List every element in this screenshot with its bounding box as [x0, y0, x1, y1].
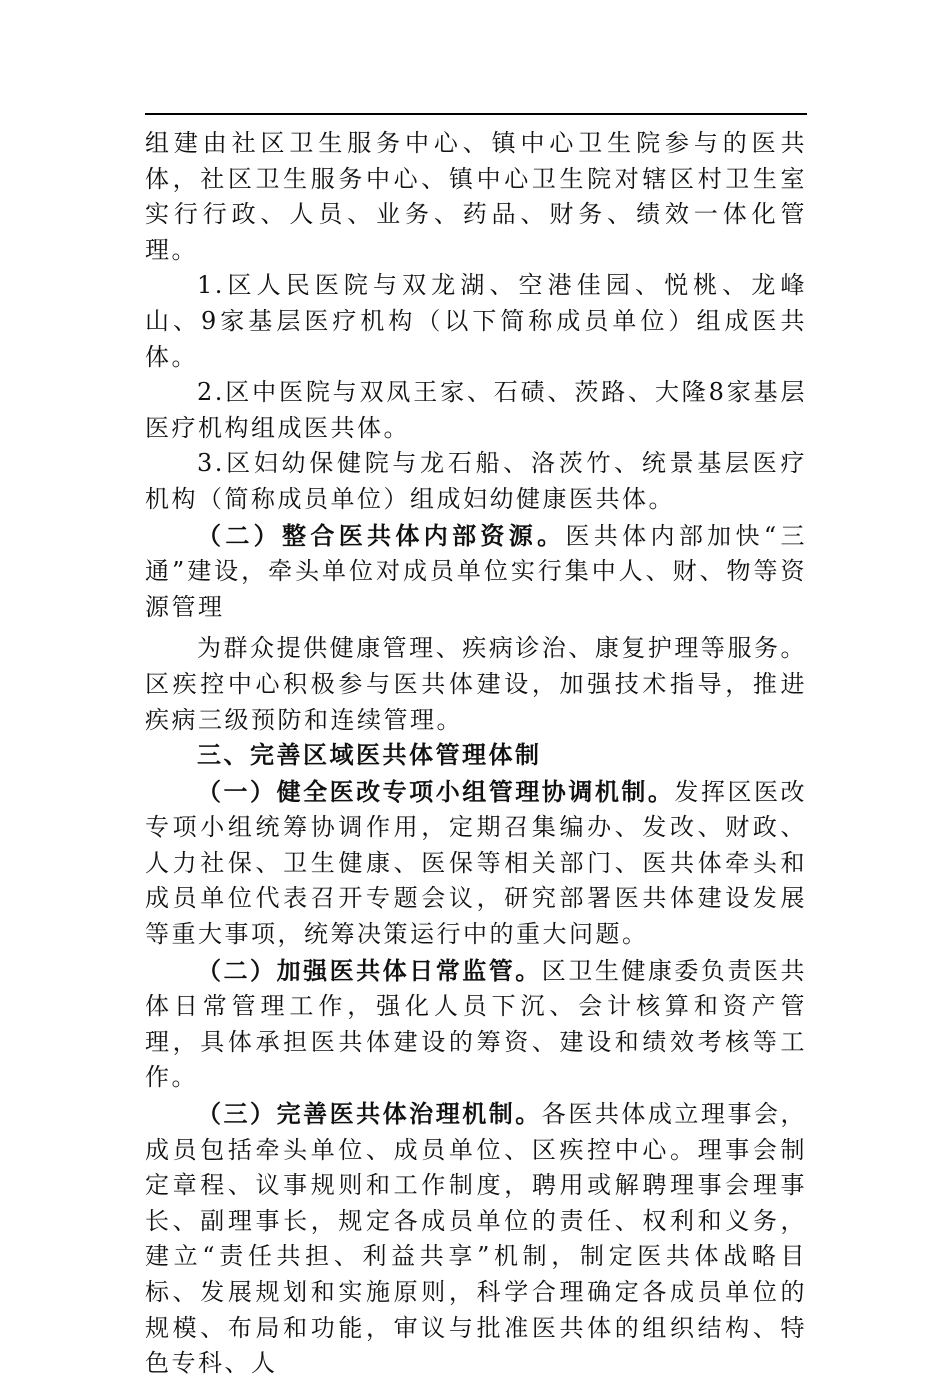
paragraph — [145, 375, 807, 446]
paragraph-text: 区卫生健康委负责医共体日常管理工作，强化人员下沉、会计核算和资产管理，具体承担医共体建设的筹资、建设和绩效考核等工作。 — [145, 956, 808, 1092]
paragraph-text: 2.区中医院与双凤王家、石碛、茨路、大隆8家基层医疗机构组成医共体。 — [145, 378, 807, 442]
paragraph — [145, 953, 807, 1096]
paragraph-text: 1.区人民医院与双龙湖、空港佳园、悦桃、龙峰山、9家基层医疗机构（以下简称成员单位）组成医共体。 — [145, 271, 807, 371]
paragraph — [145, 268, 807, 375]
header-rule — [145, 113, 807, 115]
paragraph-text: 3.区妇幼保健院与龙石船、洛茨竹、统景基层医疗机构（简称成员单位）组成妇幼健康医共体。 — [145, 449, 807, 513]
paragraph-text: 发挥区医改专项小组统筹协调作用，定期召集编办、发改、财政、人力社保、卫生健康、医保等相关部门、医共体牵头和成员单位代表召开专题会议，研究部署医共体建设发展等重大事项，统筹决策运行中的重大问题。 — [145, 777, 808, 949]
paragraph-lead: （三）完善医共体治理机制。 — [197, 1099, 542, 1129]
paragraph-lead: （二）整合医共体内部资源。 — [197, 520, 566, 550]
paragraph-text: 为群众提供健康管理、疾病诊治、康复护理等服务。区疾控中心积极参与医共体建设，加强技术指导，推进疾病三级预防和连续管理。 — [145, 634, 807, 734]
paragraph-text: 医共体内部加快“三通”建设，牵头单位对成员单位实行集中人、财、物等资源管理 — [145, 521, 807, 621]
paragraph — [145, 631, 807, 738]
paragraph-text: 组建由社区卫生服务中心、镇中心卫生院参与的医共体，社区卫生服务中心、镇中心卫生院对辖区村卫生室实行行政、人员、业务、药品、财务、绩效一体化管理。 — [145, 129, 807, 264]
document-body — [145, 126, 807, 1382]
paragraph — [145, 518, 807, 626]
paragraph-lead: （一）健全医改专项小组管理协调机制。 — [197, 776, 675, 806]
section-heading-text: 三、完善区域医共体管理体制 — [197, 741, 542, 770]
paragraph — [145, 774, 807, 953]
paragraph-text: 各医共体成立理事会，成员包括牵头单位、成员单位、区疾控中心。理事会制定章程、议事规则和工作制度，聘用或解聘理事会理事长、副理事长，规定各成员单位的责任、权利和义务，建立“责任共担、利益共享”机制，制定医共体战略目标、发展规划和实施原则，科学合理确定各成员单位的规模、布局和功能，审议与批准医共体的组织结构、特色专科、人 — [145, 1100, 808, 1378]
paragraph-lead: （二）加强医共体日常监管。 — [197, 955, 542, 985]
paragraph — [145, 126, 807, 268]
section-heading — [145, 738, 807, 774]
paragraph — [145, 1096, 807, 1382]
paragraph — [145, 446, 807, 517]
